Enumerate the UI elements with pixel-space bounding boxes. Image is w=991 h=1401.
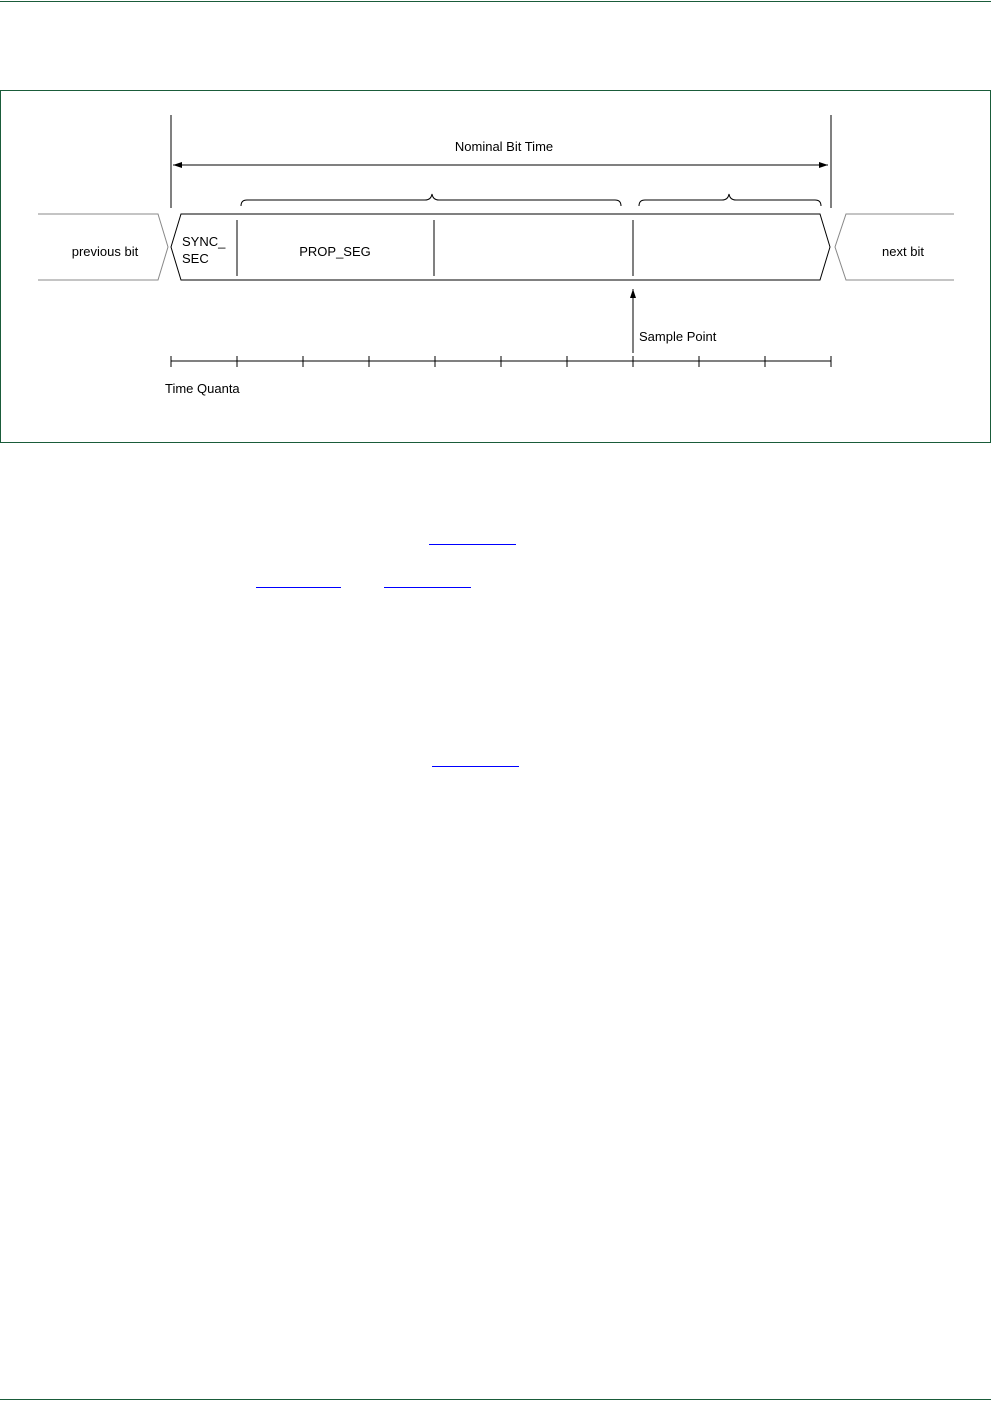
nominal-bit-time-label: Nominal Bit Time (454, 139, 554, 154)
previous-bit-label: previous bit (71, 244, 139, 259)
sync-seg-label-line1: SYNC_ (182, 234, 226, 249)
time-quanta-label: Time Quanta (165, 381, 240, 396)
cross-reference-link-2[interactable] (256, 587, 341, 588)
cross-reference-link-3[interactable] (384, 587, 471, 588)
next-bit-label: next bit (882, 244, 924, 259)
footer-rule (0, 1399, 991, 1400)
bit-timing-diagram (1, 91, 990, 442)
prop-seg-label: PROP_SEG (299, 244, 371, 259)
sample-point-label: Sample Point (639, 329, 717, 344)
bit-timing-figure (0, 90, 991, 443)
nominal-bit-time-arrowhead-right (819, 162, 828, 168)
phase-seg2-brace (639, 194, 821, 206)
sample-point-arrowhead (630, 289, 636, 298)
sync-seg-label-line2: SEC (182, 251, 209, 266)
phase-seg1-brace (241, 194, 621, 206)
header-rule (0, 1, 991, 2)
cross-reference-link-4[interactable] (432, 766, 519, 767)
current-bit-shape (171, 214, 830, 280)
cross-reference-link-1[interactable] (429, 544, 516, 545)
nominal-bit-time-arrowhead-left (173, 162, 182, 168)
